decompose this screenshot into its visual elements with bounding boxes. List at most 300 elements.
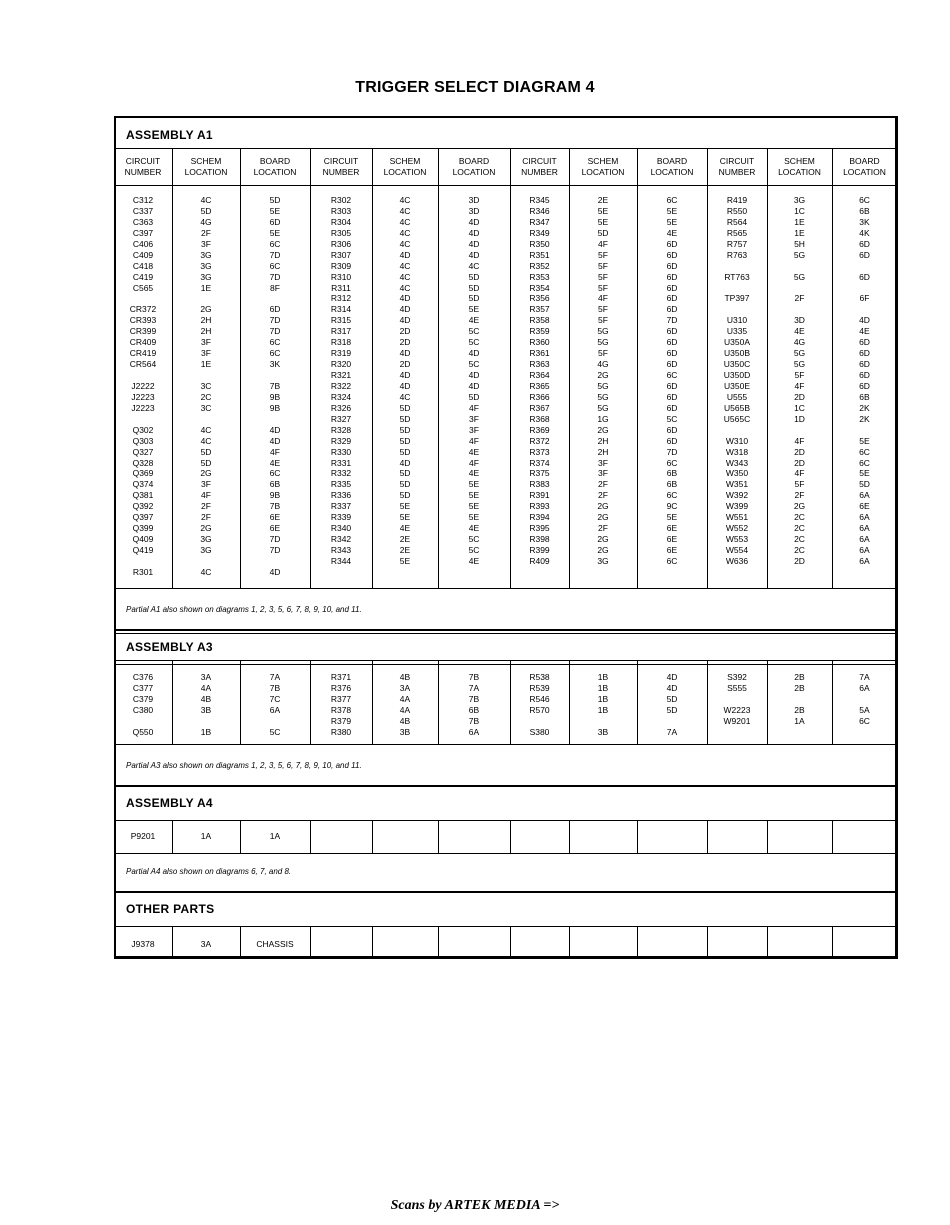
table-cell: R364 — [529, 370, 550, 380]
table-cell: R358 — [529, 315, 550, 326]
table-cell: 4A — [399, 693, 411, 704]
table-cell: 5D — [200, 205, 212, 216]
row-divider — [114, 660, 898, 661]
table-cell: 5C — [666, 413, 678, 424]
table-cell: 5D — [399, 446, 411, 457]
table-cell: 4F — [794, 380, 805, 391]
table-cell: 2F — [794, 293, 805, 304]
table-cell: 5F — [598, 271, 608, 282]
table-cell: 3F — [201, 348, 211, 359]
table-cell — [767, 304, 832, 315]
table-cell: R331 — [330, 457, 352, 468]
table-column — [372, 195, 438, 567]
table-cell: U350C — [723, 359, 751, 370]
table-cell: 6C — [666, 195, 678, 205]
table-cell: Q409 — [132, 534, 154, 545]
table-cell: 2E — [399, 534, 411, 545]
table-cell: 7D — [666, 315, 678, 326]
table-cell: 4E — [468, 446, 480, 457]
table-column — [767, 195, 832, 567]
column-header — [240, 156, 310, 178]
table-cell: 1B — [597, 682, 609, 693]
table-cell: J2223 — [131, 391, 155, 402]
table-cell: CHASSIS — [256, 939, 294, 949]
table-cell: 5A — [859, 704, 870, 715]
column-divider — [310, 926, 311, 958]
table-cell: 4C — [399, 238, 411, 249]
table-cell: 2D — [794, 446, 805, 457]
table-cell: 7D — [269, 271, 281, 282]
table-cell: 6E — [269, 512, 281, 523]
table-cell — [637, 716, 707, 727]
column-header-line: SCHEM — [190, 156, 222, 166]
table-cell — [832, 304, 897, 315]
table-cell: 9B — [269, 402, 281, 413]
table-cell: 6A — [269, 704, 281, 715]
table-cell: 1C — [794, 402, 805, 413]
table-cell: W392 — [725, 490, 749, 501]
table-cell — [240, 716, 310, 727]
table-cell: 6D — [859, 370, 870, 380]
table-cell: Q303 — [132, 435, 154, 446]
table-cell: 2K — [859, 413, 870, 424]
column-header-line: BOARD — [259, 156, 291, 166]
table-cell: TP397 — [724, 293, 750, 304]
table-cell: C363 — [132, 216, 154, 227]
table-cell: R314 — [330, 304, 352, 315]
table-cell: 4E — [269, 457, 281, 468]
table-cell: 4F — [794, 468, 805, 479]
table-cell: 4E — [399, 523, 411, 534]
table-cell: 5E — [468, 479, 480, 490]
table-cell: U350B — [724, 348, 750, 359]
table-cell: 7D — [666, 446, 678, 457]
table-cell: 9B — [269, 391, 281, 402]
table-cell: 2H — [597, 446, 609, 457]
table-cell: 3G — [597, 555, 609, 566]
table-cell: R564 — [726, 216, 748, 227]
table-cell: 2D — [399, 326, 411, 337]
table-cell: 3C — [200, 402, 212, 413]
table-cell: 3G — [200, 271, 212, 282]
table-cell: 6B — [666, 468, 678, 479]
table-cell: R311 — [331, 282, 351, 293]
table-cell: 7A — [468, 682, 480, 693]
table-cell: R539 — [529, 682, 550, 693]
table-cell: 5E — [468, 512, 480, 523]
table-cell: 2G — [793, 501, 806, 512]
table-cell: 2C — [794, 523, 805, 534]
table-cell: 5D — [399, 490, 411, 501]
table-column — [767, 672, 832, 727]
table-cell: 4D — [269, 566, 281, 577]
table-cell: 6C — [666, 457, 678, 468]
table-cell: 6A — [468, 726, 480, 737]
table-cell: Q302 — [132, 424, 154, 435]
table-cell: 5E — [468, 490, 480, 501]
table-cell: R307 — [330, 249, 352, 260]
table-cell: 4D — [399, 293, 411, 304]
table-cell: 1E — [794, 216, 805, 227]
table-cell: 6D — [859, 337, 870, 348]
table-cell: 4D — [859, 315, 870, 326]
table-cell: 3B — [399, 726, 411, 737]
table-cell: 6D — [859, 348, 870, 359]
table-cell: R315 — [330, 315, 352, 326]
table-cell: 5C — [468, 326, 480, 337]
column-header-line: NUMBER — [124, 167, 162, 177]
table-cell: 5E — [399, 512, 411, 523]
table-cell: 3A — [200, 939, 212, 949]
table-cell: 4F — [469, 402, 479, 413]
table-cell: 6D — [666, 249, 678, 260]
row-divider — [114, 744, 898, 745]
table-cell: 2G — [597, 534, 609, 545]
table-cell: Q327 — [132, 446, 154, 457]
table-cell: 2F — [201, 512, 211, 523]
table-cell: 2B — [794, 672, 805, 682]
table-cell: 9B — [269, 490, 281, 501]
table-cell: 6D — [666, 348, 678, 359]
table-cell — [172, 556, 240, 567]
column-divider — [707, 820, 708, 853]
table-cell: 6A — [859, 512, 870, 523]
column-divider — [510, 926, 511, 958]
table-cell: 6A — [859, 545, 870, 555]
table-cell: 7D — [269, 315, 281, 326]
table-cell: 6C — [269, 260, 281, 271]
table-cell: 2E — [597, 195, 609, 205]
column-header-line: LOCATION — [184, 167, 228, 177]
table-cell: 5C — [468, 545, 480, 555]
table-cell: 6C — [269, 468, 281, 479]
table-cell: 6D — [859, 359, 870, 370]
table-cell: 4B — [399, 672, 411, 682]
table-cell: 6D — [666, 424, 678, 435]
table-cell: 4D — [399, 457, 411, 468]
table-cell: C312 — [132, 195, 154, 205]
table-cell: R380 — [330, 726, 352, 737]
table-cell: 5E — [666, 216, 678, 227]
table-cell: 6D — [666, 238, 678, 249]
table-cell: 3F — [201, 479, 211, 490]
column-header-line: NUMBER — [521, 167, 558, 177]
table-cell: 4F — [469, 435, 479, 446]
table-cell: 3C — [200, 380, 212, 391]
table-cell: 6D — [666, 380, 678, 391]
table-cell: 5E — [666, 205, 678, 216]
table-cell: R369 — [529, 424, 550, 435]
table-cell: 3G — [200, 260, 212, 271]
table-cell: S555 — [727, 682, 747, 693]
a1-note: Partial A1 also shown on diagrams 1, 2, 3, 5, 6, 7, 8, 9, 10, and 11. — [126, 605, 362, 614]
table-cell: 2H — [200, 326, 212, 337]
table-cell: CR564 — [129, 359, 157, 370]
table-cell: Q374 — [132, 479, 154, 490]
table-cell: R336 — [330, 490, 352, 501]
table-cell: R538 — [529, 672, 550, 682]
table-cell — [707, 694, 767, 705]
column-header — [707, 156, 767, 178]
column-header — [569, 156, 637, 178]
table-cell: 5F — [598, 315, 608, 326]
table-cell: 7D — [269, 545, 281, 555]
table-cell: 2F — [598, 523, 608, 534]
table-cell: R353 — [529, 271, 550, 282]
table-cell: 4D — [468, 238, 480, 249]
table-cell — [114, 414, 172, 425]
table-cell: R344 — [330, 555, 352, 566]
table-cell: R322 — [330, 380, 352, 391]
table-cell: 5D — [468, 391, 480, 402]
table-cell: 6D — [666, 402, 678, 413]
table-cell: 5F — [598, 348, 608, 359]
table-cell: R372 — [529, 435, 550, 446]
table-cell: R365 — [529, 380, 550, 391]
table-cell: R409 — [529, 555, 550, 566]
table-cell: 5E — [468, 304, 480, 315]
table-cell: 7B — [269, 682, 281, 693]
table-cell: 6A — [859, 534, 870, 545]
table-cell: R320 — [330, 359, 352, 370]
table-cell: 7B — [269, 501, 281, 512]
table-cell — [832, 261, 897, 272]
table-column — [438, 672, 510, 738]
table-column — [637, 195, 707, 567]
table-cell: 2K — [859, 402, 870, 413]
table-cell — [240, 556, 310, 567]
table-cell: 6F — [859, 293, 870, 304]
table-cell: R318 — [330, 337, 352, 348]
table-cell: Q419 — [132, 545, 154, 555]
table-cell: 5G — [597, 380, 609, 391]
table-cell: R376 — [330, 682, 352, 693]
table-cell: U350D — [723, 370, 751, 380]
table-cell: 2G — [597, 370, 609, 380]
table-cell: R393 — [529, 501, 550, 512]
table-cell: R345 — [529, 195, 550, 205]
row-divider — [114, 588, 898, 589]
table-cell: R343 — [330, 545, 352, 555]
table-cell: CR419 — [129, 348, 157, 359]
table-cell: 3G — [200, 249, 212, 260]
table-cell: 6A — [859, 682, 870, 693]
table-cell: 3F — [469, 424, 479, 435]
column-header-line: BOARD — [656, 156, 688, 166]
column-divider — [438, 926, 439, 958]
table-cell: R352 — [529, 260, 550, 271]
table-cell — [832, 694, 897, 705]
table-cell: R342 — [330, 534, 352, 545]
table-cell: R357 — [529, 304, 550, 315]
table-cell: Q397 — [132, 512, 154, 523]
table-cell: 5G — [793, 359, 806, 370]
table-cell: 5D — [200, 457, 212, 468]
table-cell: 5D — [399, 413, 411, 424]
row-divider — [114, 853, 898, 854]
table-cell: 6C — [859, 715, 870, 726]
table-cell: 5D — [399, 402, 411, 413]
table-cell: R546 — [529, 693, 550, 704]
table-cell: 5D — [200, 446, 212, 457]
section-title-a3: ASSEMBLY A3 — [126, 640, 213, 654]
table-cell: R377 — [330, 693, 352, 704]
table-cell: 6D — [269, 216, 281, 227]
table-cell: R330 — [330, 446, 352, 457]
table-cell: R363 — [529, 359, 550, 370]
table-cell: 4D — [399, 315, 411, 326]
table-cell: 6D — [859, 380, 870, 391]
table-cell: 5D — [269, 195, 281, 205]
table-cell — [172, 370, 240, 381]
table-cell: 1E — [794, 227, 805, 238]
table-cell: 7B — [468, 693, 480, 704]
column-header-line: SCHEM — [389, 156, 421, 166]
table-cell: 4F — [270, 446, 280, 457]
table-cell: 6D — [666, 304, 678, 315]
table-column — [832, 195, 897, 567]
table-cell: RT763 — [724, 271, 750, 282]
table-cell: 4F — [794, 435, 805, 446]
table-cell: 5F — [598, 249, 608, 260]
table-cell: 6D — [666, 271, 678, 282]
table-cell: C565 — [132, 282, 154, 293]
table-cell: 4A — [399, 704, 411, 715]
column-header-line: BOARD — [849, 156, 880, 166]
row-divider — [114, 956, 898, 957]
table-cell: W351 — [725, 479, 749, 490]
table-column — [438, 195, 510, 567]
column-divider — [569, 820, 570, 853]
table-cell: W553 — [725, 534, 749, 545]
row-divider — [114, 820, 898, 821]
table-cell: 5G — [793, 249, 806, 260]
table-cell — [569, 716, 637, 727]
column-header-line: LOCATION — [253, 167, 297, 177]
column-header — [767, 156, 832, 178]
table-cell: R303 — [330, 205, 352, 216]
table-cell: 4D — [468, 348, 480, 359]
table-cell: R317 — [330, 326, 352, 337]
table-cell: 5G — [597, 391, 609, 402]
table-cell: 4C — [399, 282, 411, 293]
table-cell: J2222 — [131, 380, 155, 391]
row-divider — [114, 185, 898, 186]
table-cell: 7A — [666, 726, 678, 737]
column-header — [438, 156, 510, 178]
table-cell: 2G — [597, 512, 609, 523]
table-cell: 7D — [269, 534, 281, 545]
table-cell: 5F — [794, 479, 805, 490]
table-cell: 7A — [859, 672, 870, 682]
column-header — [832, 156, 897, 178]
table-cell: 5F — [598, 304, 608, 315]
table-column — [569, 195, 637, 567]
table-cell: 2C — [794, 545, 805, 555]
column-header-line: CIRCUIT — [719, 156, 755, 166]
table-cell: W343 — [725, 457, 749, 468]
table-cell: 3K — [269, 359, 281, 370]
column-divider — [767, 926, 768, 958]
table-column — [310, 195, 372, 567]
table-column — [240, 195, 310, 578]
table-cell: 2E — [399, 545, 411, 555]
table-cell: 6C — [269, 238, 281, 249]
table-cell: 2G — [597, 545, 609, 555]
column-divider — [832, 820, 833, 853]
table-cell: W9201 — [723, 715, 751, 726]
table-cell: 4E — [468, 555, 480, 566]
table-cell: 5D — [597, 227, 609, 238]
table-cell: 6A — [859, 555, 870, 566]
table-cell: 5D — [468, 282, 480, 293]
column-header-line: LOCATION — [383, 167, 427, 177]
table-cell: 3F — [598, 468, 608, 479]
table-cell: 5E — [468, 501, 480, 512]
column-divider — [637, 926, 638, 958]
table-cell: 7D — [269, 249, 281, 260]
table-cell: R301 — [132, 566, 154, 577]
table-cell — [172, 293, 240, 304]
table-cell: 3F — [201, 238, 211, 249]
table-cell: Q381 — [132, 490, 154, 501]
table-cell: C419 — [132, 271, 154, 282]
table-cell: 6D — [666, 293, 678, 304]
table-cell: CR372 — [129, 304, 157, 315]
table-cell: 2G — [200, 304, 212, 315]
table-cell: 5E — [399, 555, 411, 566]
table-cell: C418 — [132, 260, 154, 271]
table-cell: 3D — [794, 315, 805, 326]
table-column — [372, 672, 438, 738]
table-cell: 2C — [200, 391, 212, 402]
table-cell: S380 — [529, 726, 550, 737]
table-cell: 4E — [468, 468, 480, 479]
table-cell: 4D — [468, 227, 480, 238]
table-cell: 6D — [666, 435, 678, 446]
table-cell: R394 — [529, 512, 550, 523]
table-column — [114, 195, 172, 578]
table-cell: 5G — [793, 271, 806, 282]
table-cell: 4D — [269, 435, 281, 446]
table-column — [569, 672, 637, 738]
table-cell — [510, 716, 569, 727]
table-cell: R367 — [529, 402, 550, 413]
column-divider — [372, 820, 373, 853]
table-cell: P9201 — [130, 831, 156, 841]
table-cell: U335 — [726, 326, 748, 337]
table-cell: R306 — [330, 238, 352, 249]
column-divider — [372, 926, 373, 958]
table-cell: 3A — [200, 672, 212, 682]
table-cell: 2D — [399, 337, 411, 348]
table-cell: 7A — [269, 672, 281, 682]
table-cell: 3F — [201, 337, 211, 348]
table-cell: 5G — [793, 348, 806, 359]
table-cell: 6E — [666, 545, 678, 555]
column-divider — [510, 820, 511, 853]
column-header-line: LOCATION — [581, 167, 625, 177]
table-cell: C377 — [132, 682, 154, 693]
table-cell: Q369 — [132, 468, 154, 479]
table-cell: 1C — [794, 205, 805, 216]
table-cell: R335 — [330, 479, 352, 490]
row-divider — [114, 664, 898, 665]
table-cell: 4E — [468, 315, 480, 326]
table-cell — [832, 425, 897, 436]
table-cell — [114, 293, 172, 304]
table-cell: 1E — [200, 282, 212, 293]
